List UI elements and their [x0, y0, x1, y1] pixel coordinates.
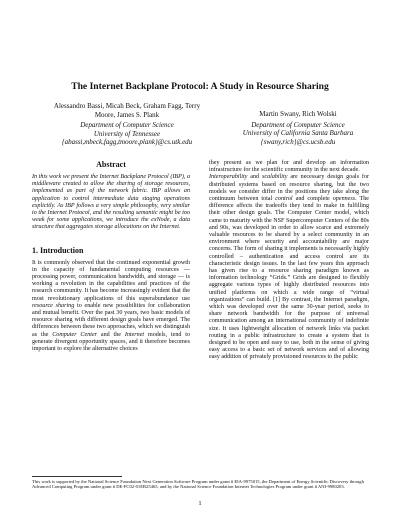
paper-title: The Internet Backplane Protocol: A Study in Resource Sharing [71, 81, 329, 92]
author-names: Alessandro Bassi, Micah Beck, Graham Fagg, Terry Moore, James S. Plank [53, 102, 201, 119]
author-university: University of California Santa Barbara [242, 129, 354, 138]
right-paragraph-0: they present as we plan for and develop an information infrastructure for the scientific community in the next decade. [209, 160, 369, 174]
section-heading-introduction: 1. Introduction [32, 245, 84, 255]
page-number: 1 [198, 500, 202, 507]
footnote: This work is supported by the National Science Foundation Next Generation Software Program under grant # EIA-9975015, the Department of Energy Scientific Discovery through Advanced Computing Program under grant # DE-FC02-01ER25465, and by the National Science Foundation Internet Technologies Program under grant # ANI-9980203. [32, 479, 364, 490]
author-block-right [225, 110, 371, 146]
author-department: Department of Computer Science [251, 120, 345, 129]
author-university: University of Tennessee [93, 129, 161, 138]
author-email: {swany,rich}@cs.ucsb.edu [260, 137, 336, 146]
intro-paragraph: It is commonly observed that the continued exponential growth in the capacity of fundamental computing resources — processing power, communication bandwidth, and storage — is working a revolution in the capabilities and practices of the research community. It has become increasingly evident that the most revolutionary applications of this superabundance use resource sharing to enable new possibilities for collaboration and mutual benefit. Over the past 30 years, two basic models of resource sharing with different design goals have emerged. The differences between these two approaches, which we distinguish as the Computer Center and the Internet models, tend to generate divergent opportunity spaces, and it therefore becomes important to explore the alternative choices [32, 259, 190, 353]
left-column [32, 160, 190, 353]
right-paragraph-1: Interoperability and scalability are necessary design goals for distributed systems based on resource sharing, but the two models we consider differ in the positions they take along the continuum between total control and complete openness. The difference affects the tradeoffs they tend to make in fulfilling their other design goals. The Computer Center model, which came to maturity with the NSF Supercomputer Centers of the 80s and 90s, was developed in order to allow scarce and extremely valuable resources to be shared by a select community in an environment where security and accountability are major concerns. The form of sharing it implements is necessarily highly controlled – authentication and access control are its characteristic design issues. In the last few years this approach has given rise to a resource sharing paradigm known as information technology “Grids.” Grids are designed to flexibly aggregate various types of highly distributed resources into unified platforms on which a wide range of “virtual organizations” can build. [1] By contrast, the Internet paradigm, which was developed over the same 30-year period, seeks to share network bandwidth for the purpose of universal communication among an international community of indefinite size. It uses lightweight allocation of network links via packet routing in a public infrastructure to create a system that is designed to be open and easy to use, both in the sense of giving easy access to a basic set of network services and of allowing easy addition of privately provisioned resources to the public [209, 174, 369, 361]
author-email: {abassi,mbeck,fagg,tmoore,plank}@cs.utk.edu [61, 138, 193, 147]
abstract-body: In this work we present the Internet Backplane Protocol (IBP), a middleware created to allow the sharing of storage resources, implemented as part of the network fabric. IBP allows an application to control intermediate data staging operations explicitly. As IBP follows a very simple philosophy, very similar to the Internet Protocol, and the resulting semantic might be too weak for some applications, we introduce the exNode, a data structure that aggregates storage allocations on the Internet. [32, 174, 190, 231]
author-names: Martin Swany, Rich Wolski [259, 110, 337, 118]
author-department: Department of Computer Science [80, 121, 174, 130]
author-block-left [52, 102, 202, 147]
right-column [209, 160, 369, 362]
abstract-heading: Abstract [96, 160, 126, 169]
footnote-rule [32, 476, 122, 477]
